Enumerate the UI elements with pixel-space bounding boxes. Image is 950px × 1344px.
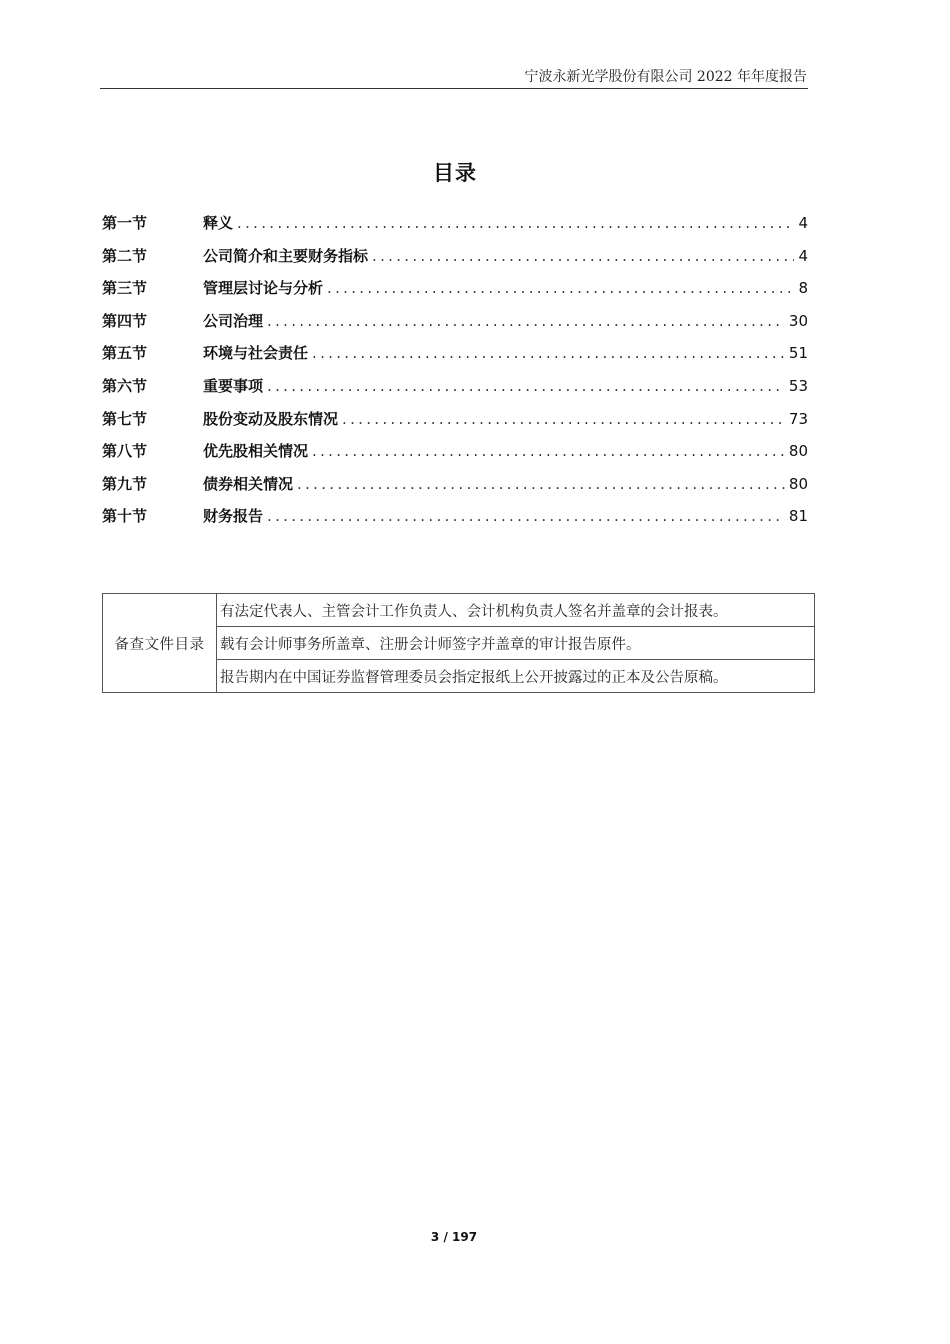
toc-section-name: 债券相关情况	[203, 474, 294, 493]
toc-section-name: 重要事项	[203, 376, 264, 395]
toc-entry[interactable]	[102, 505, 808, 538]
toc-dot-leader	[372, 247, 794, 265]
reference-documents-label: 备查文件目录	[103, 594, 217, 693]
toc-dot-leader	[237, 214, 794, 232]
toc-section-number: 第七节	[102, 409, 148, 428]
toc-section-number: 第十节	[102, 507, 148, 526]
toc-section-name: 公司简介和主要财务指标	[203, 246, 369, 265]
toc-dot-leader	[342, 410, 785, 428]
toc-page-number: 80	[788, 474, 808, 493]
report-header-title: 宁波永新光学股份有限公司 2022 年年度报告	[524, 69, 807, 85]
page-number: 3 / 197	[430, 1230, 478, 1244]
reference-document-item: 报告期内在中国证券监督管理委员会指定报纸上公开披露过的正本及公告原稿。	[217, 660, 815, 693]
toc-entry[interactable]	[102, 245, 808, 278]
toc-dot-leader	[267, 377, 785, 395]
toc-section-name: 公司治理	[203, 311, 264, 330]
toc-section-number: 第五节	[102, 344, 148, 363]
toc-section-name: 环境与社会责任	[203, 344, 309, 363]
toc-section-name: 财务报告	[203, 507, 264, 526]
toc-section-name: 优先股相关情况	[203, 442, 309, 461]
toc-entry[interactable]	[102, 310, 808, 343]
toc-page-number: 51	[788, 344, 808, 363]
toc-section-number: 第二节	[102, 246, 148, 265]
toc-page-number: 81	[788, 507, 808, 526]
toc-dot-leader	[327, 279, 794, 297]
toc-page-number: 8	[798, 279, 808, 298]
toc-entry[interactable]	[102, 473, 808, 506]
toc-entry[interactable]	[102, 277, 808, 310]
toc-section-number: 第六节	[102, 376, 148, 395]
toc-section-number: 第八节	[102, 442, 148, 461]
toc-entry[interactable]	[102, 440, 808, 473]
toc-dot-leader	[267, 507, 785, 525]
toc-page-number: 4	[798, 214, 808, 232]
toc-section-name: 管理层讨论与分析	[203, 279, 324, 298]
toc-page-number: 80	[788, 442, 808, 461]
toc-section-number: 第三节	[102, 279, 148, 298]
toc-entry[interactable]	[102, 212, 808, 245]
toc-page-number: 53	[788, 376, 808, 395]
toc-section-number: 第九节	[102, 474, 148, 493]
toc-entry[interactable]	[102, 375, 808, 408]
toc-dot-leader	[312, 442, 785, 460]
reference-document-item: 载有会计师事务所盖章、注册会计师签字并盖章的审计报告原件。	[217, 627, 815, 660]
toc-page-number: 73	[788, 409, 808, 428]
reference-documents-table	[102, 593, 815, 693]
toc-section-number: 第一节	[102, 214, 148, 232]
header-divider	[100, 88, 808, 89]
toc-title: 目录	[433, 161, 477, 185]
toc-section-name: 释义	[203, 214, 234, 232]
toc-section-name: 股份变动及股东情况	[203, 409, 339, 428]
toc-entry[interactable]	[102, 408, 808, 441]
table-of-contents	[102, 212, 808, 538]
toc-page-number: 30	[788, 311, 808, 330]
toc-page-number: 4	[798, 246, 808, 265]
toc-section-number: 第四节	[102, 311, 148, 330]
toc-dot-leader	[312, 344, 785, 362]
toc-dot-leader	[267, 312, 785, 330]
toc-entry[interactable]	[102, 342, 808, 375]
table-row	[103, 594, 815, 627]
reference-document-item: 有法定代表人、主管会计工作负责人、会计机构负责人签名并盖章的会计报表。	[217, 594, 815, 627]
toc-dot-leader	[297, 475, 785, 493]
